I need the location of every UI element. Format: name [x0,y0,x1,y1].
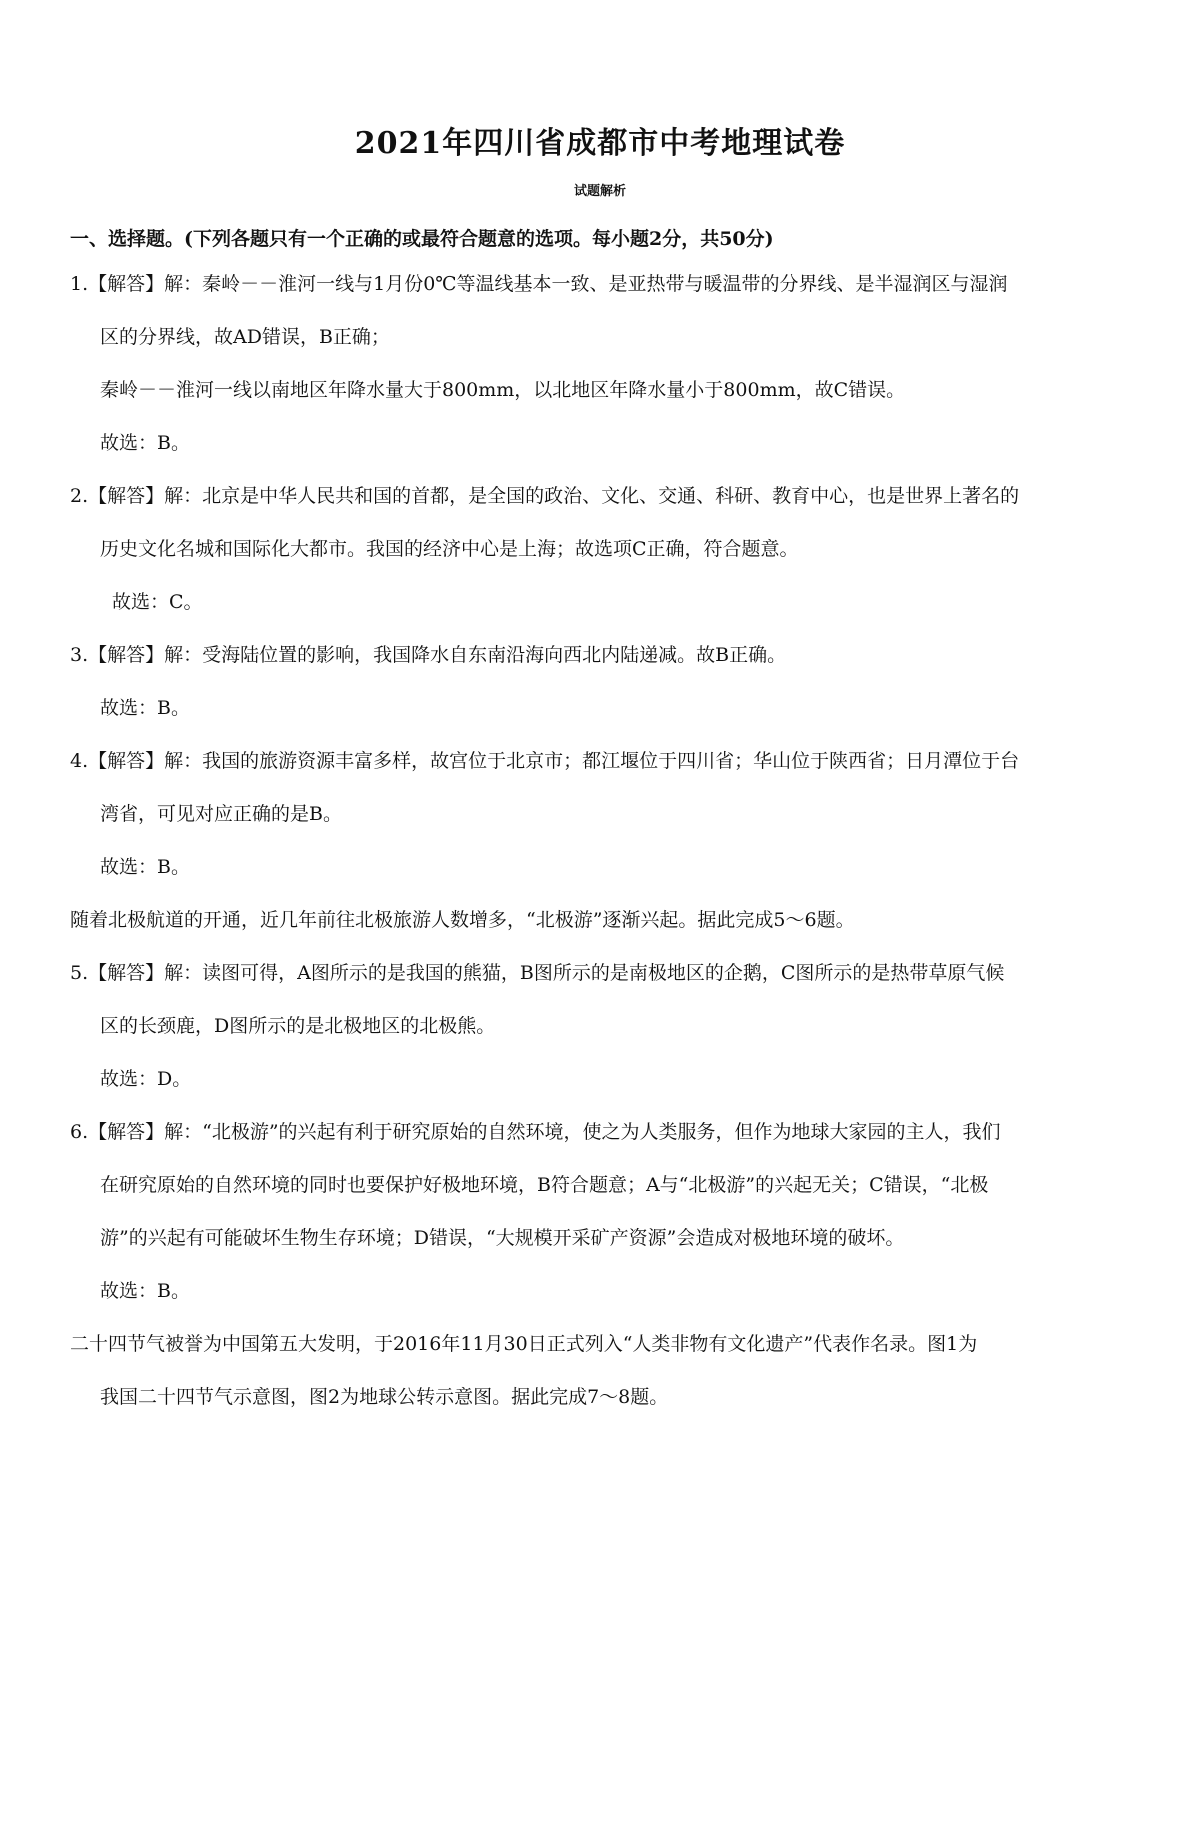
question-2 [70,470,1130,629]
question-1-line-1: 1.【解答】解：秦岭－－淮河一线与1月份0℃等温线基本一致、是亚热带与暖温带的分界线、是半湿润区与湿润 [70,273,1008,295]
question-5-line-1: 5.【解答】解：读图可得，A图所示的是我国的熊猫，B图所示的是南极地区的企鹅，C图所示的是热带草原气候 [70,962,1005,984]
question-6-line-1: 6.【解答】解：“北极游”的兴起有利于研究原始的自然环境，使之为人类服务，但作为地球大家园的主人，我们 [70,1121,1001,1143]
intro-7-8-line-2: 我国二十四节气示意图，图2为地球公转示意图。据此完成7～8题。 [100,1386,669,1408]
question-2-line-2: 历史文化名城和国际化大都市。我国的经济中心是上海；故选项C正确，符合题意。 [100,538,799,560]
question-3-answer: 故选：B。 [100,697,190,719]
question-4-line-2: 湾省，可见对应正确的是B。 [100,803,342,825]
section-heading: 一、选择题。(下列各题只有一个正确的或最符合题意的选项。每小题2分，共50分) [70,228,774,250]
intro-5-6 [70,894,1130,947]
question-4-line-1: 4.【解答】解：我国的旅游资源丰富多样，故宫位于北京市；都江堰位于四川省；华山位于陕西省；日月潭位于台 [70,750,1020,772]
document-subtitle: 试题解析 [573,184,626,199]
question-5 [70,947,1130,1106]
question-2-answer: 故选：C。 [112,591,203,613]
question-4-answer: 故选：B。 [100,856,190,878]
intro-7-8-line-1: 二十四节气被誉为中国第五大发明，于2016年11月30日正式列入“人类非物有文化遗产”代表作名录。图1为 [70,1333,978,1355]
question-5-answer: 故选：D。 [100,1068,192,1090]
question-6-line-3: 游”的兴起有可能破坏生物生存环境；D错误，“大规模开采矿产资源”会造成对极地环境的破坏。 [100,1227,905,1249]
question-6-line-2: 在研究原始的自然环境的同时也要保护好极地环境，B符合题意；A与“北极游”的兴起无关；C错误，“北极 [100,1174,989,1196]
question-3 [70,629,1130,735]
question-6-answer: 故选：B。 [100,1280,190,1302]
question-2-line-1: 2.【解答】解：北京是中华人民共和国的首都，是全国的政治、文化、交通、科研、教育中心，也是世界上著名的 [70,485,1020,507]
question-4 [70,735,1130,894]
question-1-line-3: 秦岭－－淮河一线以南地区年降水量大于800mm，以北地区年降水量小于800mm，故C错误。 [100,379,906,401]
intro-7-8 [70,1318,1130,1424]
intro-5-6-line-1: 随着北极航道的开通，近几年前往北极旅游人数增多，“北极游”逐渐兴起。据此完成5～6题。 [70,909,855,931]
question-5-line-2: 区的长颈鹿，D图所示的是北极地区的北极熊。 [100,1015,496,1037]
question-1 [70,258,1130,470]
question-3-line-1: 3.【解答】解：受海陆位置的影响，我国降水自东南沿海向西北内陆递减。故B正确。 [70,644,787,666]
question-1-line-2: 区的分界线，故AD错误，B正确； [100,326,390,348]
document-title: 2021年四川省成都市中考地理试卷 [354,126,846,161]
question-1-answer: 故选：B。 [100,432,190,454]
document-page [0,124,1200,1822]
question-6 [70,1106,1130,1318]
